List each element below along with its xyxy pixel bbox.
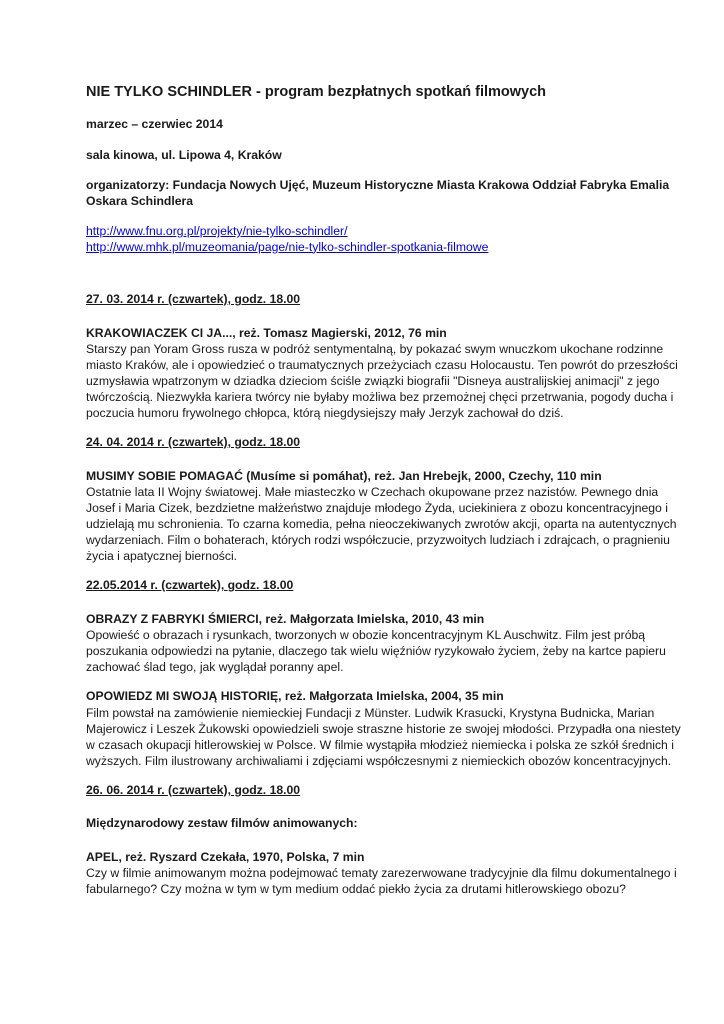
film-entry: [86, 850, 684, 898]
film-title: APEL, reż. Ryszard Czekała, 1970, Polska, 7 min: [86, 849, 365, 864]
film-entry: [86, 469, 684, 565]
film-title: OBRAZY Z FABRYKI ŚMIERCI, reż. Małgorzata Imielska, 2010, 43 min: [86, 611, 485, 626]
document-title: NIE TYLKO SCHINDLER - program bezpłatnych spotkań filmowych: [86, 84, 547, 100]
section-3: [86, 578, 684, 769]
event-venue: sala kinowa, ul. Lipowa 4, Kraków: [86, 147, 282, 162]
section-heading: Międzynarodowy zestaw filmów animowanych:: [86, 816, 358, 830]
event-organizers: organizatorzy: Fundacja Nowych Ujęć, Muzeum Historyczne Miasta Krakowa Oddział Fabryka Emalia Oskara Schindlera: [86, 178, 670, 208]
link-mhk[interactable]: http://www.mhk.pl/muzeomania/page/nie-tylko-schindler-spotkania-filmowe: [86, 239, 489, 254]
section-date: 27. 03. 2014 r. (czwartek), godz. 18.00: [86, 292, 301, 306]
film-entry: [86, 689, 684, 769]
film-entry: [86, 326, 684, 422]
section-date: 22.05.2014 r. (czwartek), godz. 18.00: [86, 578, 294, 592]
film-description: Film powstał na zamówienie niemieckiej Fundacji z Münster. Ludwik Krasucki, Krystyna Budnicka, Marian Majerowicz i Leszek Żukowski opowiedzieli swoje straszne historie ze swojej młodości. Przypadła ona niestety w czasach okupacji hitlerowskiej w Polsce. W filmie wystąpiła młodzież niemiecka i polska ze szkół średnich i wyższych. Film ilustrowany archiwaliami i zdjęciami współczesnymi z niemieckich obozów koncentracyjnych.: [86, 705, 681, 768]
section-4: [86, 783, 684, 898]
film-title: MUSIMY SOBIE POMAGAĆ (Musíme si pomáhat), reż. Jan Hrebejk, 2000, Czechy, 110 min: [86, 468, 602, 483]
section-1: [86, 292, 684, 421]
film-description: Ostatnie lata II Wojny światowej. Małe miasteczko w Czechach okupowane przez nazistów. Pewnego dnia Josef i Maria Cizek, bezdzietne małżeństwo znajduje młodego Żyda, uciekiniera z obozu koncentracyjnego i udzielają mu schronienia. To czarna komedia, pełna nieoczekiwanych zwrotów akcji, oparta na autentycznych wydarzeniach. Film o bohaterach, których rodzi współczucie, przyzwoitych ludziach i zdrajcach, o pragnieniu życia i apatycznej bierności.: [86, 485, 677, 563]
film-description: Opowieść o obrazach i rysunkach, tworzonych w obozie koncentracyjnym KL Auschwitz. Film jest próbą poszukania odpowiedzi na pytanie, dlaczego tak wielu więźniów ryzykowało życiem, żeby na kartce papieru zachować ślad tego, jak wyglądał poranny apel.: [86, 628, 666, 674]
links-block: [86, 224, 684, 255]
film-entry: [86, 612, 684, 676]
section-2: [86, 435, 684, 564]
film-title: OPOWIEDZ MI SWOJĄ HISTORIĘ, reż. Małgorzata Imielska, 2004, 35 min: [86, 689, 504, 703]
link-fnu[interactable]: http://www.fnu.org.pl/projekty/nie-tylko-schindler/: [86, 224, 348, 238]
film-description: Starszy pan Yoram Gross rusza w podróż sentymentalną, by pokazać swym wnuczkom ukochane rodzinne miasto Kraków, ale i opowiedzieć o traumatycznych przeżyciach czasu Holocaustu. Ten powrót do przeszłości uzmysławia wpatrzonym w dziadka dzieciom ściśle związki biografii "Disneya australijskiej animacji" z jego twórczością. Niezwykła kariera twórcy nie byłaby możliwa bez przemożnej chęci przetrwania, pogody ducha i poczucia humoru frywolnego chłopca, którą niegdysiejszy mały Jerzyk zachował do dziś.: [86, 342, 678, 420]
film-title: KRAKOWIACZEK CI JA..., reż. Tomasz Magierski, 2012, 76 min: [86, 325, 447, 340]
section-date: 24. 04. 2014 r. (czwartek), godz. 18.00: [86, 435, 301, 449]
event-period: marzec – czerwiec 2014: [86, 117, 223, 131]
film-description: Czy w filmie animowanym można podejmować tematy zarezerwowane tradycyjnie dla filmu dokumentalnego i fabularnego? Czy można w tym w tym medium oddać piekło życia za drutami hitlerowskiego obozu?: [86, 866, 677, 896]
section-date: 26. 06. 2014 r. (czwartek), godz. 18.00: [86, 782, 301, 797]
